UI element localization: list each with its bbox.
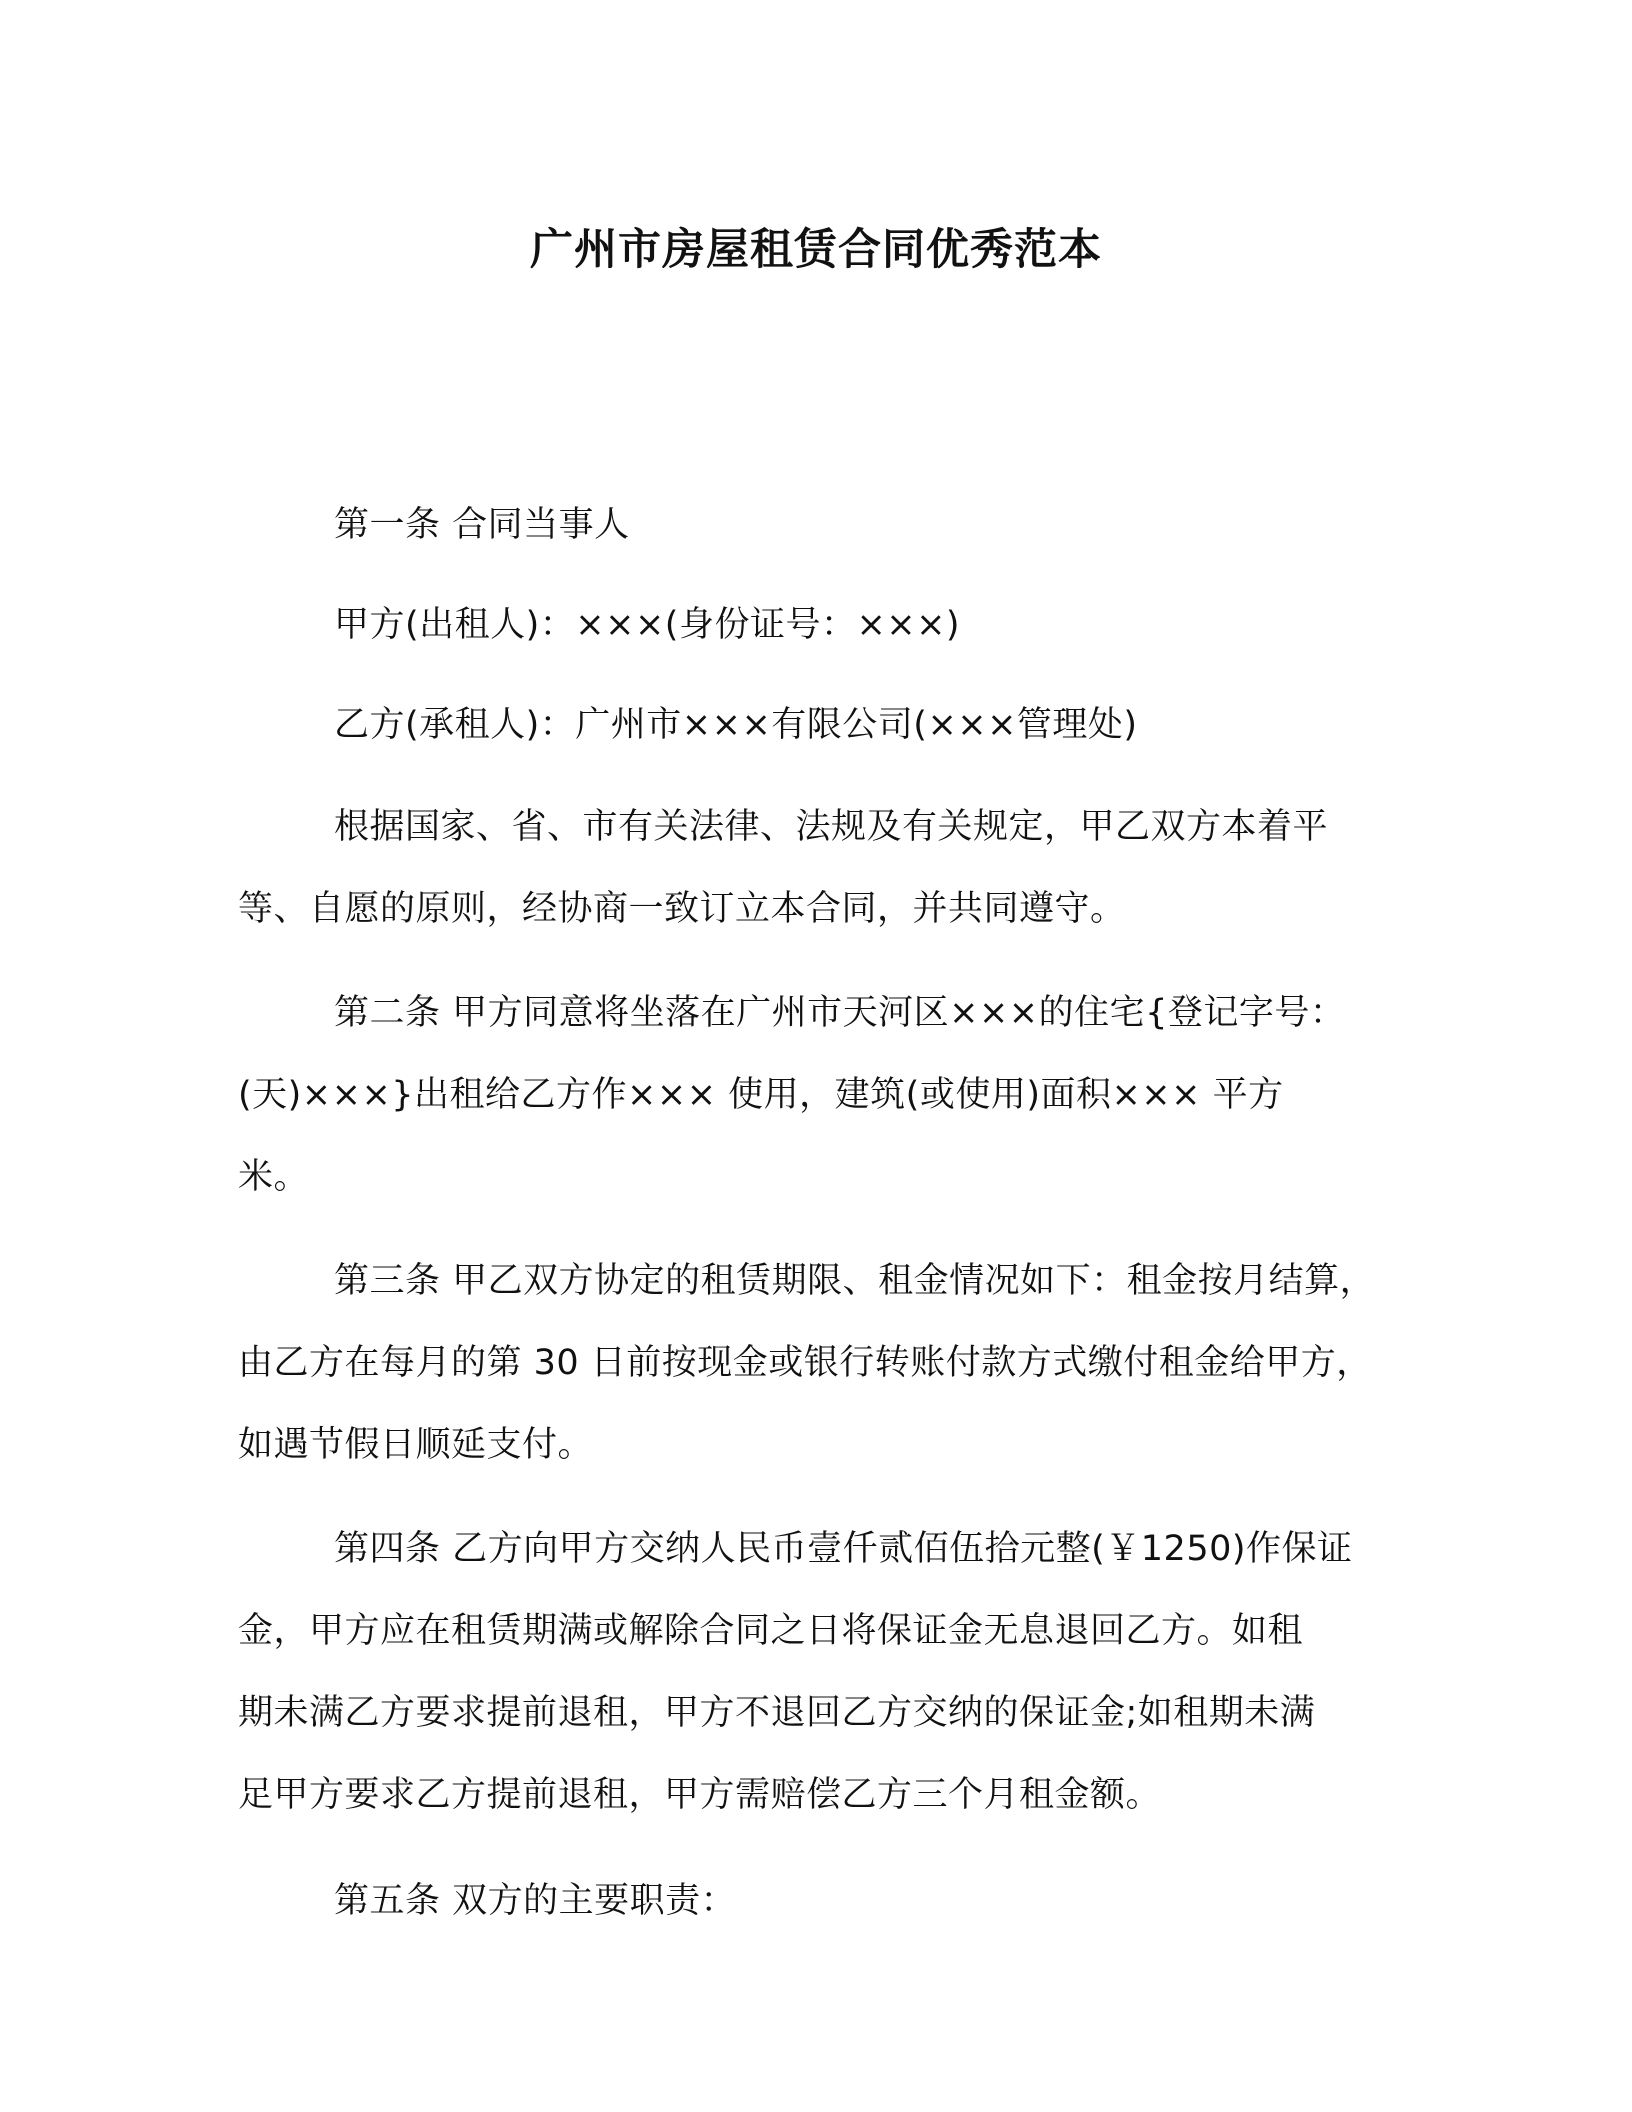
text-line: 米。 xyxy=(238,1157,310,1197)
article-4-paragraph xyxy=(238,1508,1418,1836)
text-line: 根据国家、省、市有关法律、法规及有关规定，甲乙双方本着平 xyxy=(334,807,1329,847)
preamble-paragraph xyxy=(238,786,1418,950)
article-3-paragraph xyxy=(238,1240,1418,1486)
text-line: 甲方(出租人)：×××(身份证号：×××) xyxy=(334,605,961,645)
article-1-heading xyxy=(238,484,1418,566)
article-2-paragraph xyxy=(238,972,1418,1218)
text-line: (天)×××}出租给乙方作××× 使用，建筑(或使用)面积××× 平方 xyxy=(238,1075,1284,1115)
document-title: 广州市房屋租赁合同优秀范本 xyxy=(530,225,1102,275)
party-a-line xyxy=(238,584,1418,666)
article-5-heading xyxy=(238,1860,1418,1942)
party-b-line xyxy=(238,684,1418,766)
text-line: 乙方(承租人)：广州市×××有限公司(×××管理处) xyxy=(334,705,1138,745)
text-line: 期未满乙方要求提前退租，甲方不退回乙方交纳的保证金;如租期未满 xyxy=(238,1693,1316,1733)
text-line: 第一条 合同当事人 xyxy=(334,505,630,545)
text-line: 由乙方在每月的第 30 日前按现金或银行转账付款方式缴付租金给甲方， xyxy=(238,1343,1372,1383)
text-line: 等、自愿的原则，经协商一致订立本合同，并共同遵守。 xyxy=(238,889,1126,929)
text-line: 如遇节假日顺延支付。 xyxy=(238,1425,594,1465)
text-line: 金，甲方应在租赁期满或解除合同之日将保证金无息退回乙方。如租 xyxy=(238,1611,1304,1651)
text-line: 第五条 双方的主要职责： xyxy=(334,1881,737,1921)
text-line: 第四条 乙方向甲方交纳人民币壹仟贰佰伍拾元整(￥1250)作保证 xyxy=(334,1529,1353,1569)
text-line: 第三条 甲乙双方协定的租赁期限、租金情况如下：租金按月结算， xyxy=(334,1261,1376,1301)
text-line: 第二条 甲方同意将坐落在广州市天河区×××的住宅{登记字号： xyxy=(334,993,1346,1033)
text-line: 足甲方要求乙方提前退租，甲方需赔偿乙方三个月租金额。 xyxy=(238,1775,1162,1815)
